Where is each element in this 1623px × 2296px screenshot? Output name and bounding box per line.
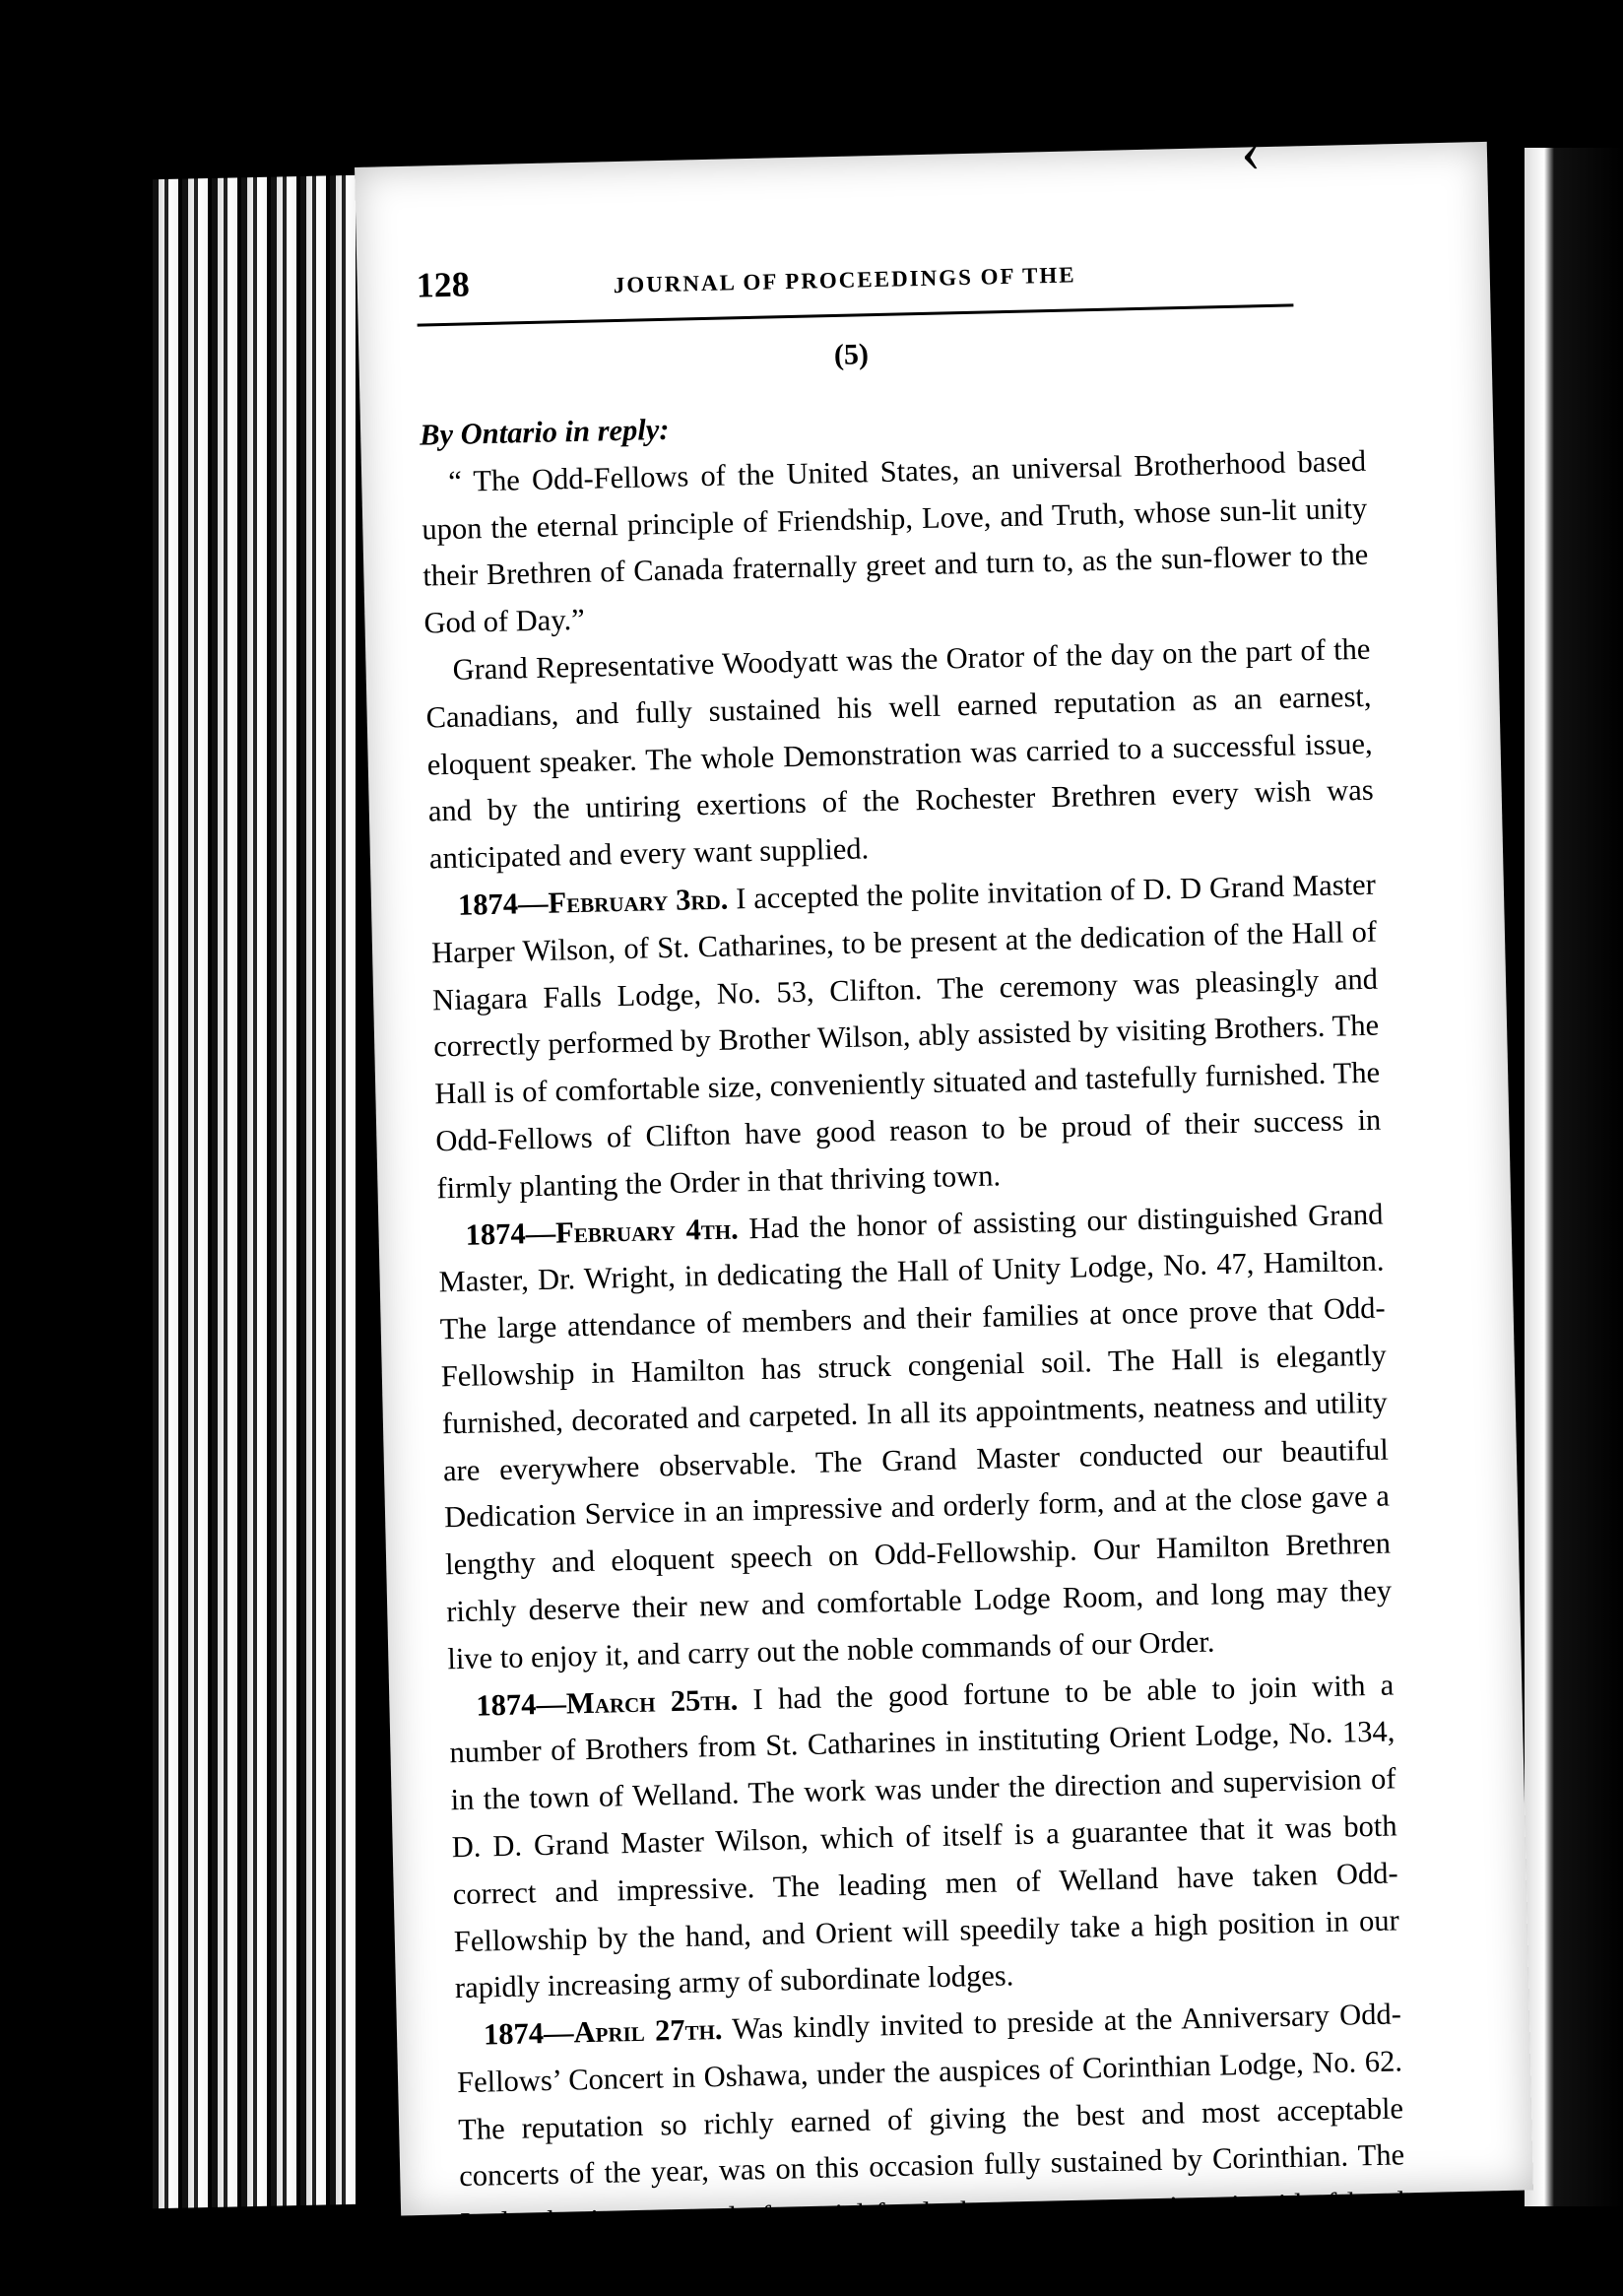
paragraph-text: Was kindly invited to preside at the Anniversary Odd-Fellows’ Concert in Oshawa, under the auspices of Corinthian Lodge, No. 62. The reputation so richly earned of giving the best and most acceptable concerts of the year, was on this occasion fully sustained by Corinthian. The Lodge having no need of special funds the concert was given in aid of local charities, [456,1997,1406,2288]
paragraph-text: Grand Representative Woodyatt was the Orator of the day on the part of the Canadians, and fully sustained his well earned reputation as an earnest, eloquent speaker. The whole Demonstration was carried to a successful issue, and by the untiring exertions of the Rochester Brethren every wish was anticipated and every want supplied. [425,631,1374,876]
book-page [355,118,1533,2288]
page-header [416,244,1323,306]
paragraph-text: I accepted the polite invitation of D. D Grand Master Harper Wilson, of St. Catharines, to be present at the dedication of the Hall of Niagara Falls Lodge, No. 53, Clifton. The ceremony was pleasingly and correctly performed by Brother Wilson, ably assisted by visiting Brothers. The Hall is of comfortable size, conveniently situated and tastefully furnished. The Odd-Fellows of Clifton have good reason to be proud of their success in firmly planting the Order in that thriving town. [430,867,1382,1206]
entry-date: 1874—April 27th. [483,2012,723,2052]
header-rule [418,303,1294,326]
paragraph [456,1991,1407,2294]
body-text [420,391,1407,2295]
paragraph [421,438,1370,648]
pencil-mark: ‹ [1240,118,1262,184]
book-edge [153,175,359,2208]
intro-line: By Ontario in reply: [419,412,670,452]
page-number: 128 [416,264,471,305]
paragraph-text: “ The Odd-Fellows of the United States, an universal Brotherhood based upon the eternal principle of Friendship, Love, and Truth, whose sun-lit unity their Brethren of Canada fraternally greet and turn to, as the sun-flower to the God of Day.” [421,443,1369,640]
paragraph-text: I had the good fortune to be able to join with a number of Brothers from St. Catharines in instituting Orient Lodge, No. 134, in the town of Welland. The work was under the direction and supervision of D. D. Grand Master Wilson, which of itself is a guarantee that it was both correct and impressive. The leading men of Welland have taken Odd-Fellowship by the hand, and Orient will speedily take a high position in our rapidly increasing army of subordinate lodges. [449,1667,1400,2005]
paragraph [430,862,1383,1213]
running-head: JOURNAL OF PROCEEDINGS OF THE [613,262,1076,298]
paragraph [448,1662,1400,2012]
paragraph [437,1191,1394,1683]
entry-date: 1874—February 3rd. [457,882,729,922]
entry-date: 1874—February 4th. [465,1211,740,1252]
paragraph-text: Had the honor of assisting our distinguished Grand Master, Dr. Wright, in dedicating the Hall of Unity Lodge, No. 47, Hamilton. The large attendance of members and their families at once prove that Odd-Fellowship in Hamilton has struck congenial soil. The Hall is elegantly furnished, decorated and carpeted. In all its appointments, neatness and utility are everywhere observable. The Grand Master conducted our beautiful Dedication Service in an impressive and orderly form, and at the close gave a lengthy and eloquent speech on Odd-Fellowship. Our Hamilton Brethren richly deserve their new and comfortable Lodge Room, and long may they live to enjoy it, and carry out the noble commands of our Order. [438,1197,1393,1675]
entry-date: 1874—March 25th. [476,1682,739,1723]
paragraph [424,626,1375,884]
section-number: (5) [833,338,870,371]
